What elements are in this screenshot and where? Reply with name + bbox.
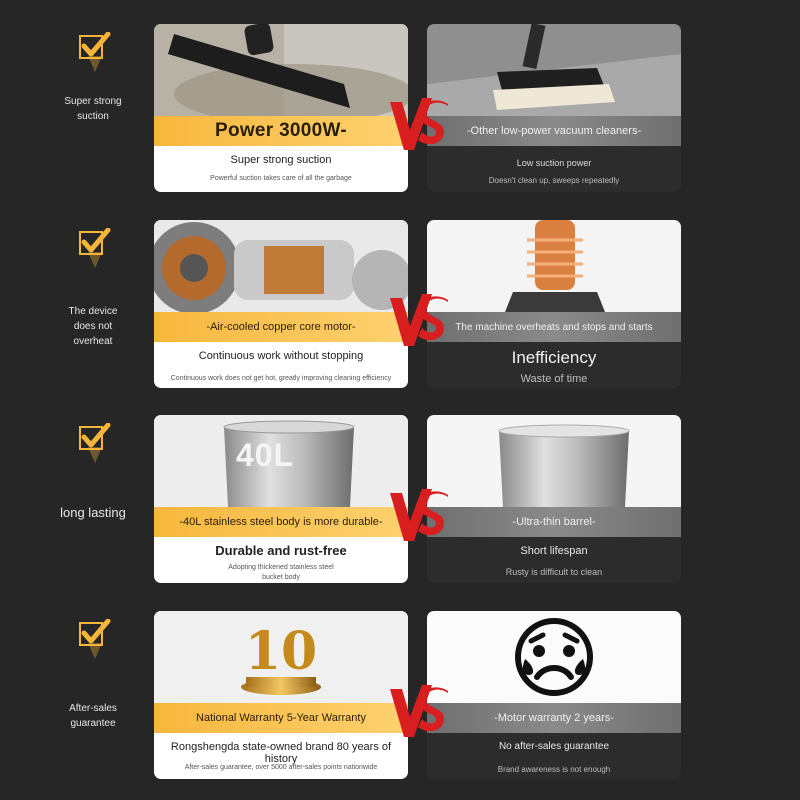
feature-band: -Motor warranty 2 years-: [427, 703, 681, 733]
feature-durability: [60, 423, 126, 583]
card-subtitle: Super strong suction: [230, 154, 332, 166]
product-card: [154, 24, 408, 192]
feature-label: Super strong suction: [64, 96, 122, 122]
check-icon: [78, 32, 112, 72]
card-subtitle: Low suction power: [516, 158, 592, 168]
card-caption: Doesn't clean up, sweeps repeatedly: [488, 176, 620, 185]
check-icon: [78, 619, 112, 659]
card-subtitle: Continuous work without stopping: [198, 350, 364, 362]
comparison-row-warranty: [0, 611, 800, 781]
feature-band: -Air-cooled copper core motor-: [154, 312, 408, 342]
card-caption: Rusty is difficult to clean: [505, 567, 603, 577]
warranty-years-badge: 10: [244, 621, 318, 682]
feature-label: After-sales guarantee: [69, 703, 117, 729]
competitor-card: [427, 24, 681, 192]
product-card: [154, 611, 408, 779]
competitor-card: [427, 220, 681, 388]
feature-band: The machine overheats and stops and starts: [427, 312, 681, 342]
feature-suction: [60, 32, 126, 192]
card-subtitle: Short lifespan: [520, 545, 588, 557]
competitor-card: [427, 415, 681, 583]
feature-label: long lasting: [60, 505, 126, 520]
feature-band: Power 3000W-: [154, 116, 408, 146]
product-card: [154, 415, 408, 583]
vs-icon: [388, 485, 450, 545]
card-subtitle: Durable and rust-free: [215, 543, 347, 558]
feature-band: -40L stainless steel body is more durable-: [154, 507, 408, 537]
thin-barrel-image: [427, 415, 681, 507]
card-caption: Powerful suction takes care of all the garbage: [210, 175, 352, 182]
vs-icon: [388, 290, 450, 350]
comparison-row-suction: [0, 24, 800, 194]
copper-motor-image: [154, 220, 408, 312]
vs-icon: [388, 681, 450, 741]
capacity-badge: 40L: [236, 437, 295, 473]
card-subtitle: Rongshengda state-owned brand 80 years of history: [170, 741, 392, 765]
product-card: [154, 220, 408, 388]
vs-icon: [388, 94, 450, 154]
check-icon: [78, 423, 112, 463]
card-subtitle: Inefficiency: [511, 348, 597, 367]
hot-motor-image: [427, 220, 681, 312]
steam-mop-image: [427, 24, 681, 116]
vacuum-floor-head-image: [154, 24, 408, 116]
card-caption: After-sales guarantee, over 5000 after-sales points nationwide: [184, 764, 378, 771]
feature-overheat: [60, 228, 126, 388]
card-caption: Continuous work does not get hot, greatly improving cleaning efficiency: [170, 375, 392, 382]
sad-face-image: [427, 611, 681, 703]
card-subtitle: No after-sales guarantee: [498, 741, 610, 752]
check-icon: [78, 228, 112, 268]
feature-band: -Other low-power vacuum cleaners-: [427, 116, 681, 146]
card-caption: Brand awareness is not enough: [497, 765, 611, 774]
feature-band: National Warranty 5-Year Warranty: [154, 703, 408, 733]
comparison-row-durability: [0, 415, 800, 585]
card-caption: Waste of time: [520, 373, 588, 385]
card-caption: Adopting thickened stainless steel bucket body: [228, 564, 334, 581]
feature-band: -Ultra-thin barrel-: [427, 507, 681, 537]
comparison-row-overheat: [0, 220, 800, 390]
competitor-card: [427, 611, 681, 779]
feature-warranty: [60, 619, 126, 779]
feature-label: The device does not overheat: [68, 306, 118, 347]
